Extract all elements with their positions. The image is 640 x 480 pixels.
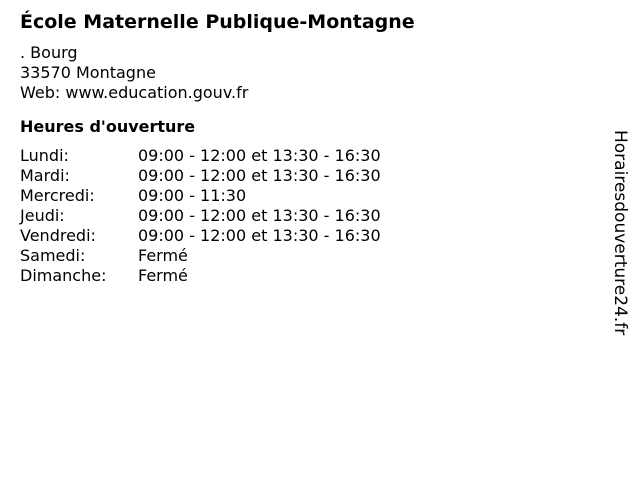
school-info xyxy=(20,10,600,286)
hours-row-thursday xyxy=(20,206,600,226)
website-link[interactable]: www.education.gouv.fr xyxy=(65,83,249,102)
day-label: Mercredi: xyxy=(20,186,95,205)
day-times: 09:00 - 12:00 et 13:30 - 16:30 xyxy=(138,226,381,245)
hours-heading: Heures d'ouverture xyxy=(20,117,196,136)
day-times: 09:00 - 12:00 et 13:30 - 16:30 xyxy=(138,206,381,225)
hours-row-monday xyxy=(20,146,600,166)
day-label: Mardi: xyxy=(20,166,70,185)
day-label: Vendredi: xyxy=(20,226,96,245)
hours-row-sunday xyxy=(20,266,600,286)
day-times: 09:00 - 12:00 et 13:30 - 16:30 xyxy=(138,146,381,165)
day-times: 09:00 - 11:30 xyxy=(138,186,247,205)
day-label: Samedi: xyxy=(20,246,86,265)
day-label: Lundi: xyxy=(20,146,69,165)
day-label: Dimanche: xyxy=(20,266,107,285)
hours-row-tuesday xyxy=(20,166,600,186)
day-label: Jeudi: xyxy=(20,206,65,225)
hours-row-wednesday xyxy=(20,186,600,206)
hours-table xyxy=(20,146,600,286)
day-times: Fermé xyxy=(138,246,188,265)
hours-row-friday xyxy=(20,226,600,246)
website-line xyxy=(20,83,600,103)
address-street: . Bourg xyxy=(20,43,78,62)
day-times: 09:00 - 12:00 et 13:30 - 16:30 xyxy=(138,166,381,185)
site-watermark: Horairesdouverture24.fr xyxy=(610,130,630,336)
hours-row-saturday xyxy=(20,246,600,266)
web-label: Web: xyxy=(20,83,61,102)
address-city: 33570 Montagne xyxy=(20,63,156,82)
day-times: Fermé xyxy=(138,266,188,285)
page-title: École Maternelle Publique-Montagne xyxy=(20,11,415,33)
